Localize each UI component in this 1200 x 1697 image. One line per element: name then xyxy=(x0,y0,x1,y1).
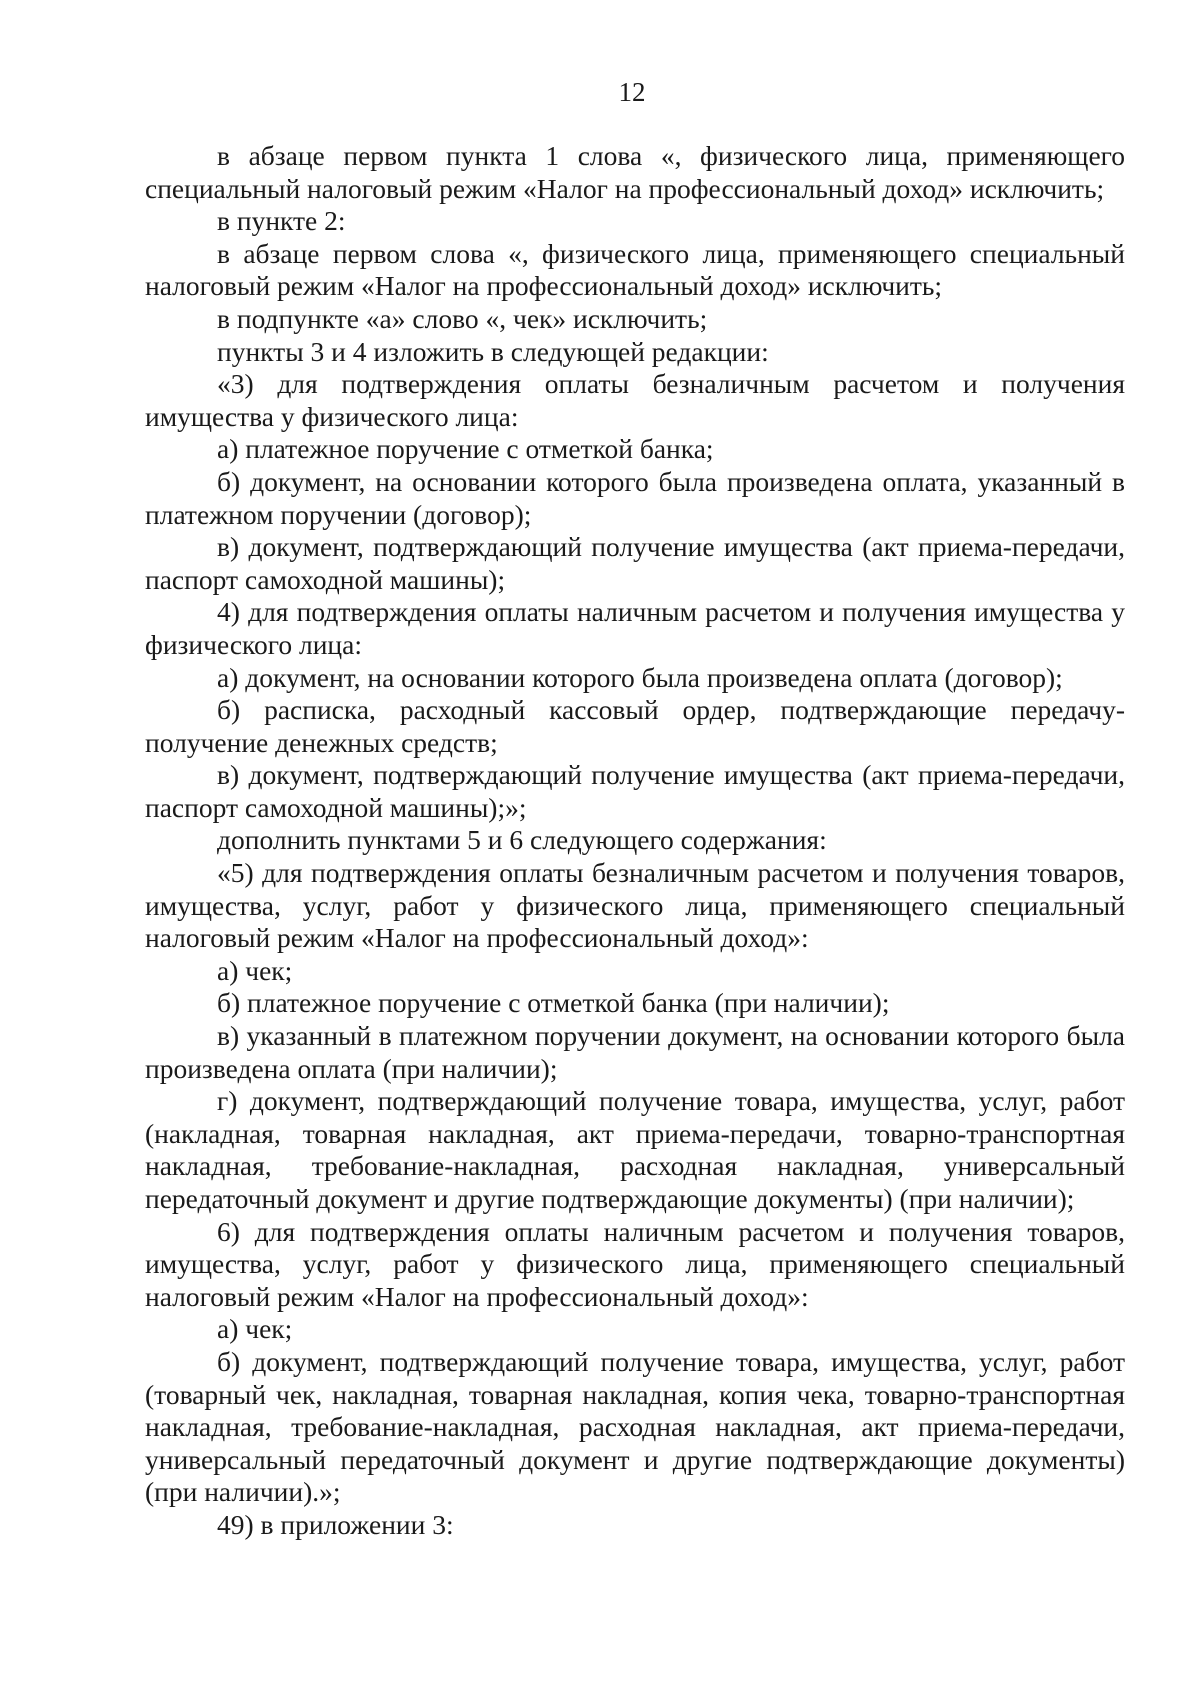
paragraph: в подпункте «а» слово «, чек» исключить; xyxy=(217,302,708,334)
paragraph: в) указанный в платежном поручении документ, на основании которого была произведена оплата (при наличии); xyxy=(145,1020,1125,1084)
paragraph: б) документ, на основании которого была произведена оплата, указанный в платежном поручении (договор); xyxy=(145,465,1125,530)
paragraph: в пункте 2: xyxy=(217,205,346,237)
paragraph: 49) в приложении 3: xyxy=(217,1508,454,1540)
paragraph: в абзаце первом пункта 1 слова «, физического лица, применяющего специальный налоговый режим «Налог на профессиональный доход» исключить; xyxy=(145,140,1125,204)
paragraph: «5) для подтверждения оплаты безналичным расчетом и получения товаров, имущества, услуг, работ у физического лица, применяющего специальный налоговый режим «Налог на профессиональный доход»: xyxy=(145,857,1125,954)
paragraph: дополнить пунктами 5 и 6 следующего содержания: xyxy=(217,824,827,856)
paragraph: «3) для подтверждения оплаты безналичным расчетом и получения имущества у физического лица: xyxy=(145,368,1125,432)
page-number: 12 xyxy=(618,77,646,107)
paragraph: в) документ, подтверждающий получение имущества (акт приема-передачи, паспорт самоходной машины);»; xyxy=(145,759,1125,823)
paragraph: а) документ, на основании которого была произведена оплата (договор); xyxy=(217,661,1063,693)
document-body xyxy=(145,140,1125,1542)
paragraph: а) чек; xyxy=(217,1313,293,1345)
paragraph: г) документ, подтверждающий получение товара, имущества, услуг, работ (накладная, товарная накладная, акт приема-передачи, товарно-транспортная накладная, требование-накладная, расходная накладная, универсальный передаточный документ и другие подтверждающие документы) (при наличии); xyxy=(145,1085,1125,1214)
paragraph: в абзаце первом слова «, физического лица, применяющего специальный налоговый режим «Налог на профессиональный доход» исключить; xyxy=(145,237,1125,302)
paragraph: а) чек; xyxy=(217,954,293,986)
paragraph: б) платежное поручение с отметкой банка (при наличии); xyxy=(217,987,890,1019)
paragraph: б) документ, подтверждающий получение товара, имущества, услуг, работ (товарный чек, накладная, товарная накладная, копия чека, товарно-транспортная накладная, требование-накладная, расходная накладная, акт приема-передачи, универсальный передаточный документ и другие подтверждающие документы) (при наличии).»; xyxy=(145,1345,1125,1508)
paragraph: б) расписка, расходный кассовый ордер, подтверждающие передачу-получение денежных средств; xyxy=(145,694,1125,758)
paragraph: в) документ, подтверждающий получение имущества (акт приема-передачи, паспорт самоходной машины); xyxy=(145,531,1125,595)
paragraph: 6) для подтверждения оплаты наличным расчетом и получения товаров, имущества, услуг, работ у физического лица, применяющего специальный налоговый режим «Налог на профессиональный доход»: xyxy=(145,1215,1125,1312)
paragraph: а) платежное поручение с отметкой банка; xyxy=(217,433,714,465)
paragraph: 4) для подтверждения оплаты наличным расчетом и получения имущества у физического лица: xyxy=(145,596,1125,660)
paragraph: пункты 3 и 4 изложить в следующей редакции: xyxy=(217,335,769,367)
